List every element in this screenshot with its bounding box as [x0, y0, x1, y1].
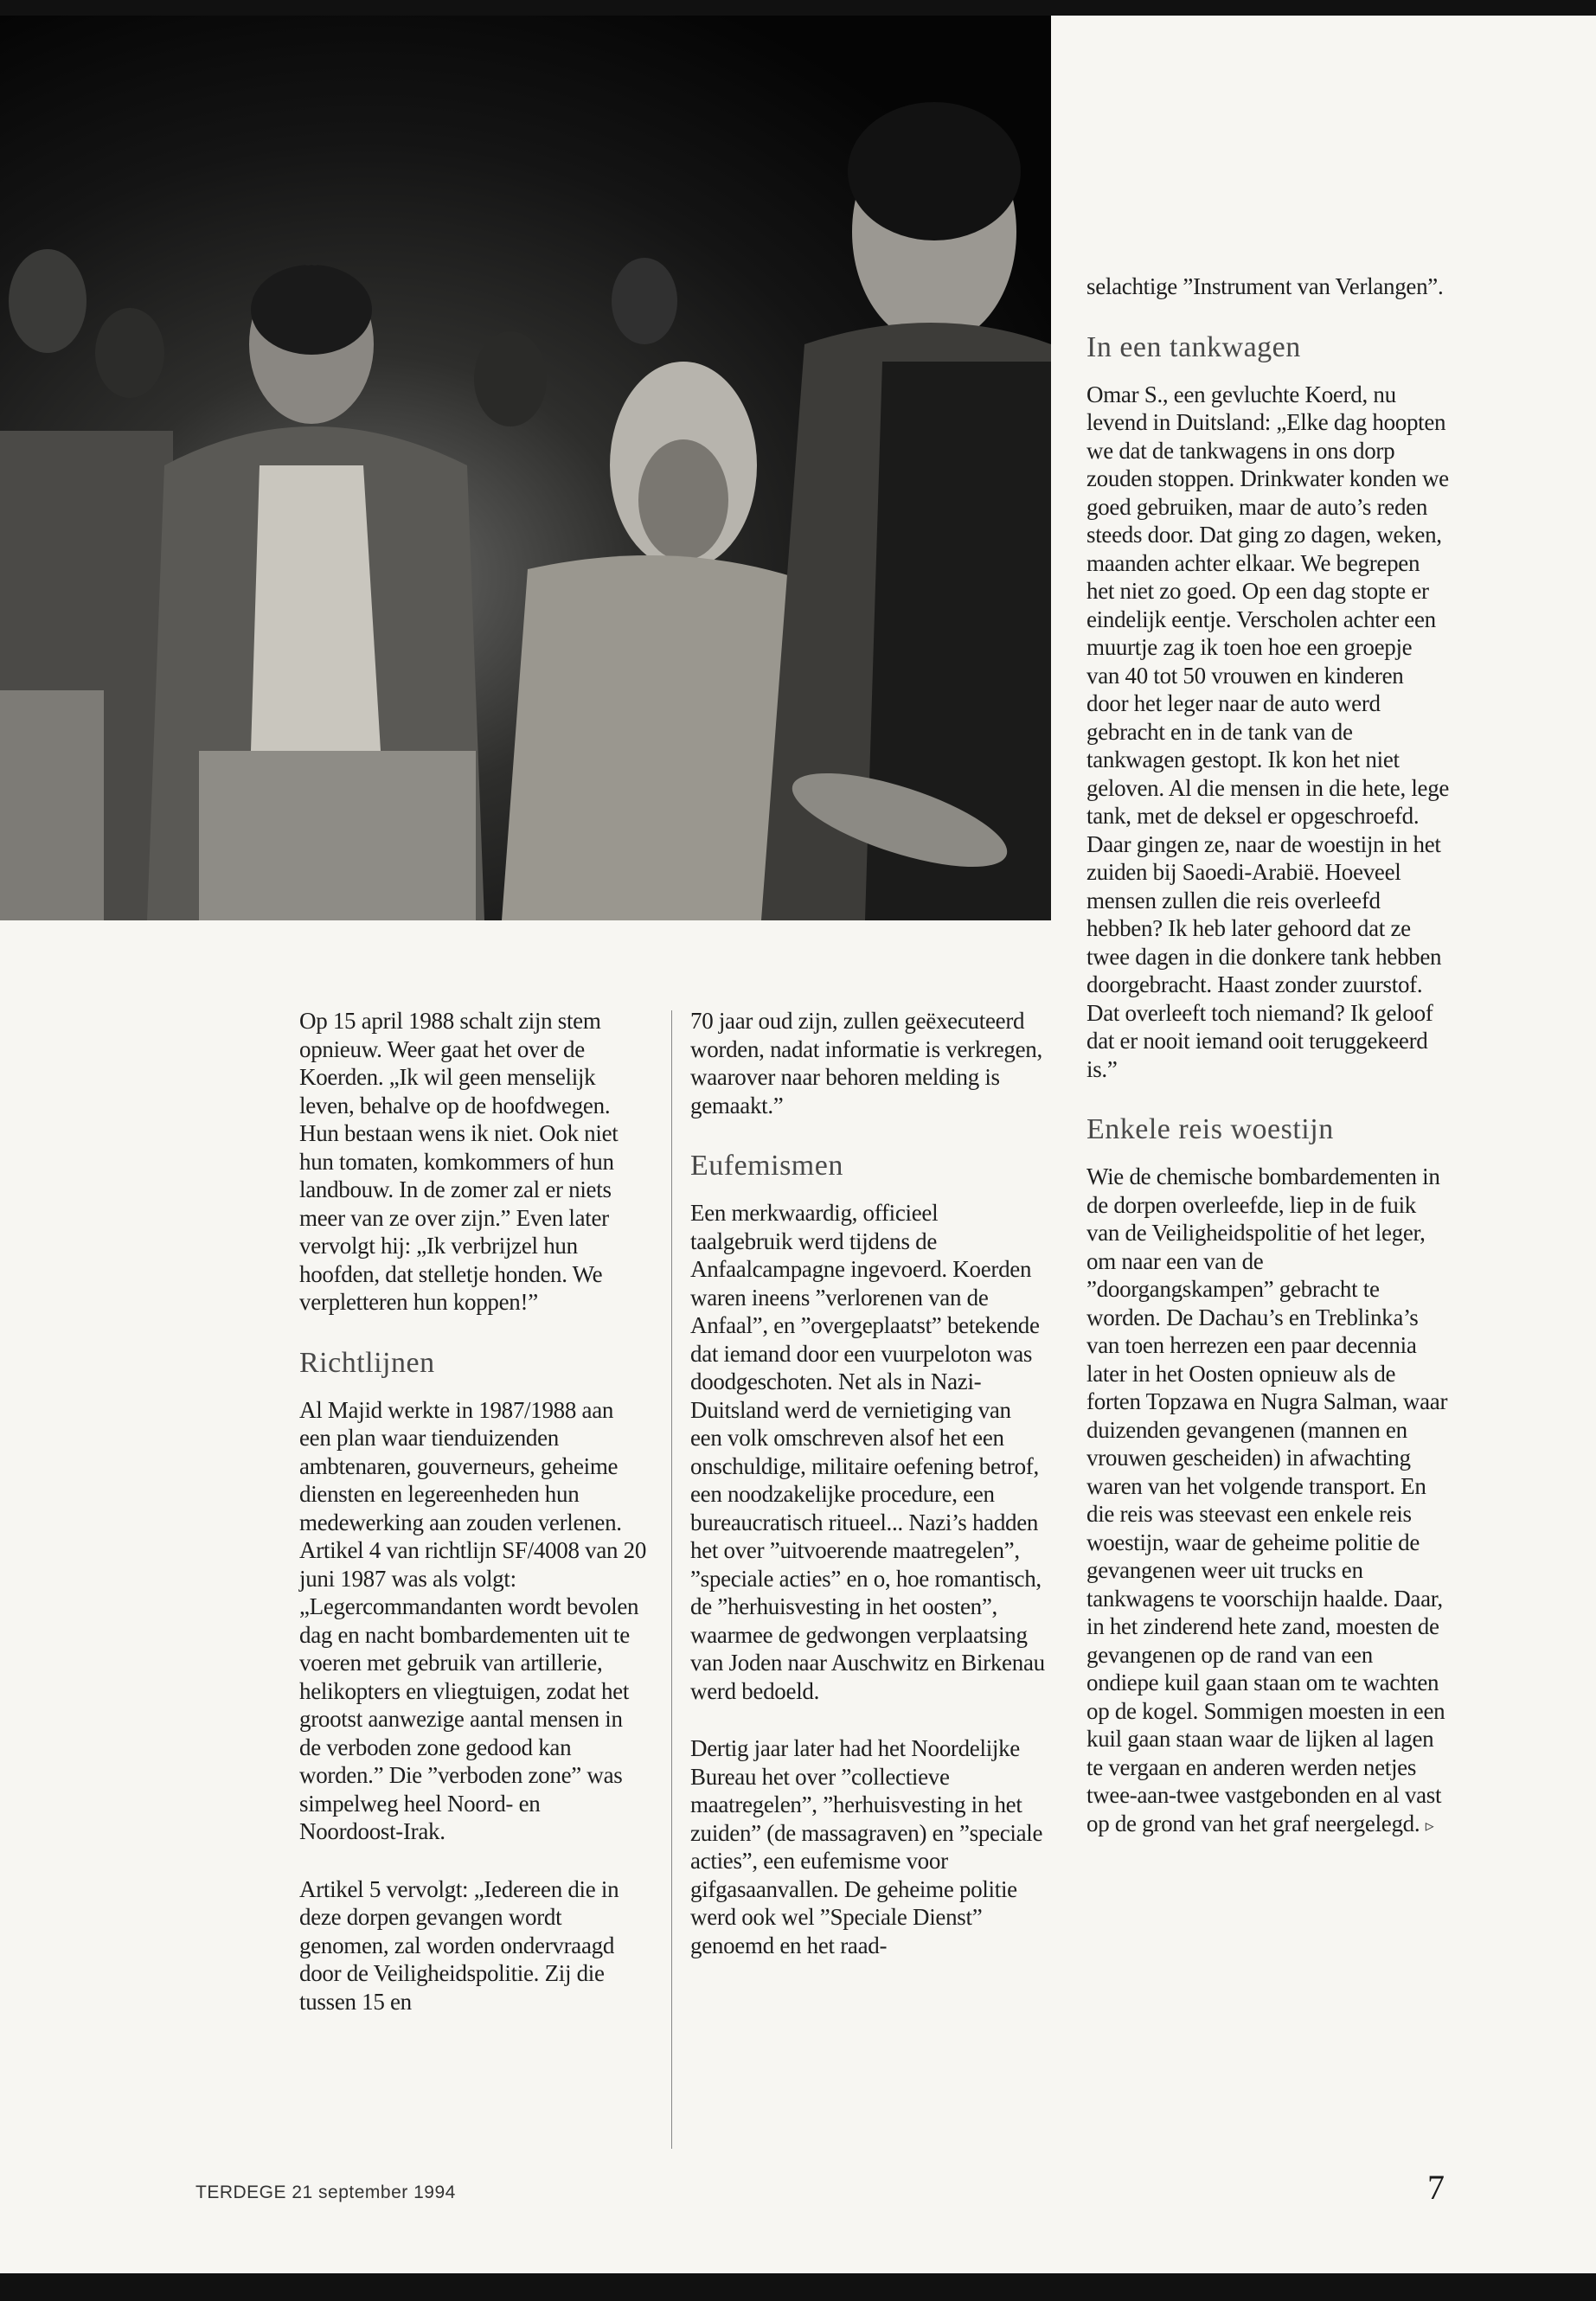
top-rule	[0, 0, 1596, 16]
right-man-hair	[848, 102, 1021, 240]
paragraph: Een merkwaardig, officieel taalgebruik werd tijdens de Anfaalcampagne ingevoerd. Koerden waren ineens ”verlorenen van de Anfaal”, en ”overgeplaatst” betekende dat iemand door een vuurpeloton was doodgeschoten. Net als in Nazi-Duitsland werd de vernietiging van een volk omschreven alsof het een onschuldige, militaire oefening betrof, een noodzakelijke procedure, een bureaucratisch ritueel... Nazi’s hadden het over ”uitvoerende maatregelen”, ”speciale acties” en o, hoe romantisch, de ”herhuisvesting in het oosten”, waarmee de gedwongen verplaatsing van Joden naar Auschwitz en Birkenau werd bedoeld.	[690, 1200, 1045, 1704]
paragraph: selachtige ”Instrument van Verlangen”.	[1086, 273, 1444, 299]
man-hair	[251, 265, 372, 355]
paragraph: Artikel 5 vervolgt: „Iedereen die in deze dorpen gevangen wordt genomen, zal worden ondervraagd door de Veiligheidspolitie. Zij die tussen 15 en	[299, 1875, 619, 2015]
paragraph-text: Wie de chemische bombardementen in de dorpen overleefde, liep in de fuik van de Veiligheidspolitie of het leger, om naar een van de ”doorgangskampen” gebracht te worden. De Dachau’s en Treblinka’s van toen herrezen een paar decennia later in het Oosten opnieuw als de forten Topzawa en Nugra Salman, waar duizenden gevangenen (mannen en vrouwen gescheiden) in afwachting waren van het volgende transport. En die reis was steevast een enkele reis woestijn, waar de geheime politie de gevangenen weer uit trucks en tankwagens te voorschijn haalde. Daar, in het zinderend hete zand, moesten de gevangenen op de rand van een ondiepe kuil gaan staan om te wachten op de kogel. Sommigen moesten in een kuil gaan staan waar de lijken al lagen te vergaan en anderen werden netjes twee-aan-twee vastgebonden en al vast op de grond van het graf neergelegd.	[1086, 1163, 1448, 1836]
crowd-head	[9, 249, 87, 353]
paragraph: 70 jaar oud zijn, zullen geëxecuteerd worden, nadat informatie is verkregen, waarover naar behoren melding is gemaakt.”	[690, 1008, 1042, 1118]
section-heading-tankwagen: In een tankwagen	[1086, 330, 1301, 363]
paragraph: Op 15 april 1988 schalt zijn stem opnieuw. Weer gaat het over de Koerden. „Ik wil geen menselijk leven, behalve op de hoofdwegen. Hun bestaan wens ik niet. Ook niet hun tomaten, komkommers of hun landbouw. In de zomer zal er niets meer van ze over zijn.” Even later vervolgt hij: „Ik verbrijzel hun hoofden, dat stelletje honden. We verpletteren hun koppen!”	[299, 1008, 619, 1315]
young-man-face	[638, 439, 728, 561]
paragraph: Al Majid werkte in 1987/1988 aan een plan waar tienduizenden ambtenaren, gouverneurs, geheime diensten en legereenheden hun medewerking aan zouden verlenen. Artikel 4 van richtlijn SF/4008 van 20 juni 1987 was als volgt: „Legercommandanten wordt bevolen dag en nacht bombardementen uit te voeren met gebruik van artillerie, helikopters en vliegtuigen, zodat het grootst aanwezige aantal mensen in de verboden zone gedood kan worden.” Die ”verboden zone” was simpelweg heel Noord- en Noordoost-Irak.	[299, 1396, 647, 1844]
column-divider	[671, 1010, 672, 2149]
man-trousers	[199, 751, 476, 920]
paragraph: Omar S., een gevluchte Koerd, nu levend in Duitsland: „Elke dag hoopten we dat de tankwagens in ons dorp zouden stoppen. Drinkwater konden we goed gebruiken, maar de auto’s reden steeds door. Dat ging zo dagen, weken, maanden achter elkaar. We begrepen het niet zo goed. Op een dag stopte er eindelijk eentje. Verscholen achter een muurtje zag ik toen hoe een groepje van 40 tot 50 vrouwen en kinderen door het leger naar de auto werd gebracht en in de tank van de tankwagen gestopt. Ik kon het niet geloven. Al die mensen in die hete, lege tank, met de deksel er opgeschroefd. Daar gingen ze, naar de woestijn in het zuiden bij Saoedi-Arabië. Hoeveel mensen zullen die reis overleefd hebben? Ik heb later gehoord dat ze twee dagen in die donkere tank hebben doorgebracht. Haast zonder zuurstof. Dat overleeft toch niemand? Ik geloof dat er nooit iemand ooit teruggekeerd is.”	[1086, 381, 1450, 1082]
article-column-2	[690, 1007, 1045, 1989]
crowd-body	[0, 690, 104, 920]
bottom-rule	[0, 2273, 1596, 2301]
crowd-head	[474, 331, 547, 426]
article-column-3	[1086, 272, 1450, 1869]
crowd-head	[95, 308, 164, 398]
news-photo	[0, 16, 1051, 920]
man-chest	[251, 465, 381, 751]
paragraph: Dertig jaar later had het Noordelijke Bureau het over ”collectieve maatregelen”, ”herhuisvesting in het zuiden” (de massagraven) en ”speciale acties”, een eufemisme voor gifgasaanvallen. De geheime politie werd ook wel ”Speciale Dienst” genoemd en het raad-	[690, 1735, 1043, 1958]
paragraph	[1086, 1163, 1450, 1840]
page-number: 7	[1427, 2168, 1445, 2207]
continue-arrow-icon: ▹	[1425, 1816, 1434, 1836]
crowd-head	[612, 258, 677, 344]
section-heading-richtlijnen: Richtlijnen	[299, 1346, 435, 1379]
photo-illustration	[0, 16, 1051, 920]
article-column-1	[299, 1007, 647, 2045]
section-heading-woestijn: Enkele reis woestijn	[1086, 1113, 1334, 1145]
section-heading-eufemismen: Eufemismen	[690, 1150, 843, 1182]
footer-publication: TERDEGE 21 september 1994	[195, 2182, 456, 2202]
